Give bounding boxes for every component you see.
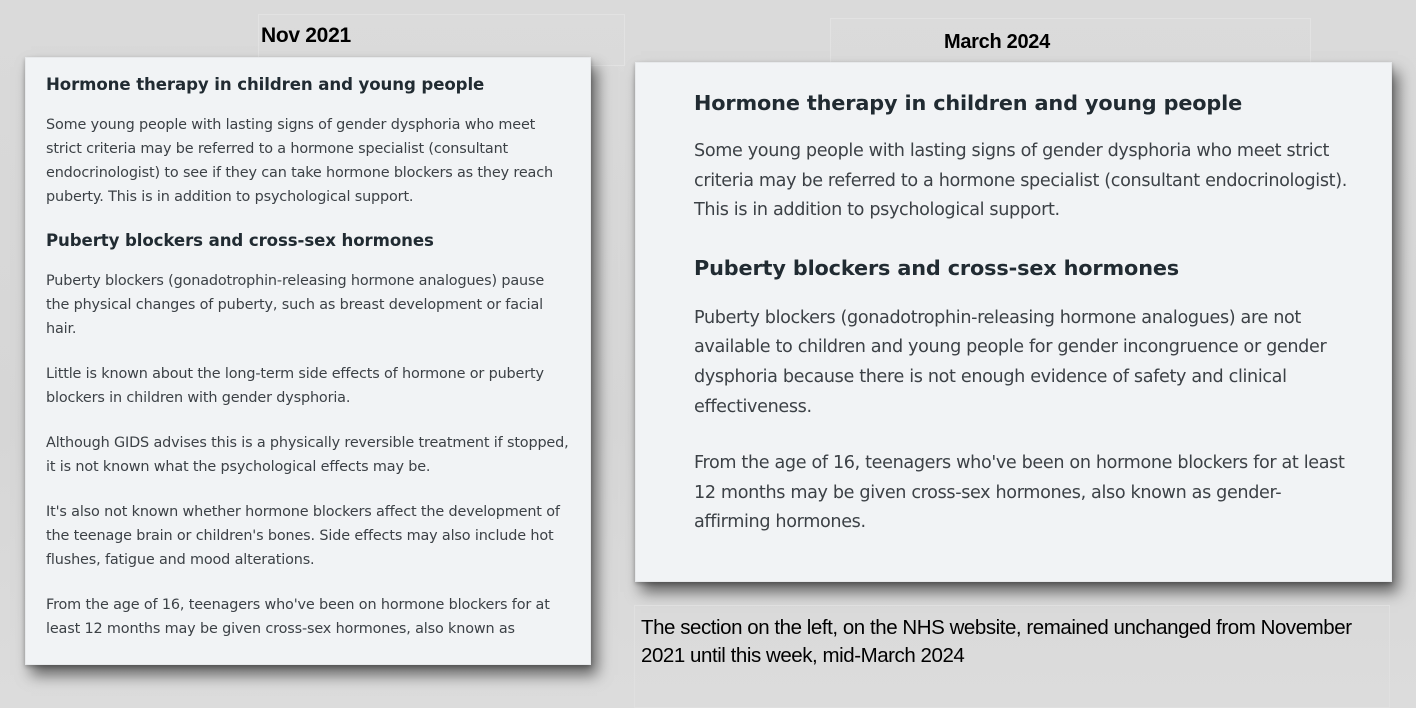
left-heading-hormone-therapy: Hormone therapy in children and young people xyxy=(46,75,485,94)
right-heading-puberty-blockers: Puberty blockers and cross-sex hormones xyxy=(694,255,1180,280)
left-paragraph: It's also not known whether hormone blockers affect the development of the teenage brain or children's bones. Side effects may also include hot flushes, fatigue and mood alterations. xyxy=(46,504,560,568)
right-date-label-box xyxy=(830,18,1311,66)
right-paragraph-intro: Some young people with lasting signs of gender dysphoria who meet strict criteria may be referred to a hormone specialist (consultant endocrinologist). This is in addition to psychological support. xyxy=(694,141,1347,221)
left-heading-puberty-blockers: Puberty blockers and cross-sex hormones xyxy=(46,231,434,250)
right-heading-hormone-therapy: Hormone therapy in children and young people xyxy=(694,91,1243,115)
caption-text: The section on the left, on the NHS website, remained unchanged from November 2021 until this week, mid-March 2024 xyxy=(641,616,1352,667)
left-paragraph: From the age of 16, teenagers who've been on hormone blockers for at least 12 months may be given cross-sex hormones, also known as xyxy=(46,597,550,637)
left-date-label: Nov 2021 xyxy=(261,24,351,47)
left-paragraph: Puberty blockers (gonadotrophin-releasing hormone analogues) pause the physical changes of puberty, such as breast development or facial hair. xyxy=(46,273,545,337)
right-date-label: March 2024 xyxy=(944,31,1050,53)
right-paragraph: From the age of 16, teenagers who've been on hormone blockers for at least 12 months may be given cross-sex hormones, also known as gender-affirming hormones. xyxy=(694,453,1345,533)
nov-2021-screenshot-card xyxy=(25,57,591,665)
march-2024-screenshot-card xyxy=(635,62,1392,582)
left-paragraph-intro: Some young people with lasting signs of gender dysphoria who meet strict criteria may be referred to a hormone specialist (consultant endocrinologist) to see if they can take hormone blockers as they reach puberty. This is in addition to psychological support. xyxy=(46,117,553,205)
left-paragraph: Little is known about the long-term side effects of hormone or puberty blockers in children with gender dysphoria. xyxy=(46,366,544,406)
left-paragraph: Although GIDS advises this is a physically reversible treatment if stopped, it is not known what the psychological effects may be. xyxy=(46,435,569,475)
right-paragraph: Puberty blockers (gonadotrophin-releasing hormone analogues) are not available to children and young people for gender incongruence or gender dysphoria because there is not enough evidence of safety and clinical effectiveness. xyxy=(694,307,1327,417)
